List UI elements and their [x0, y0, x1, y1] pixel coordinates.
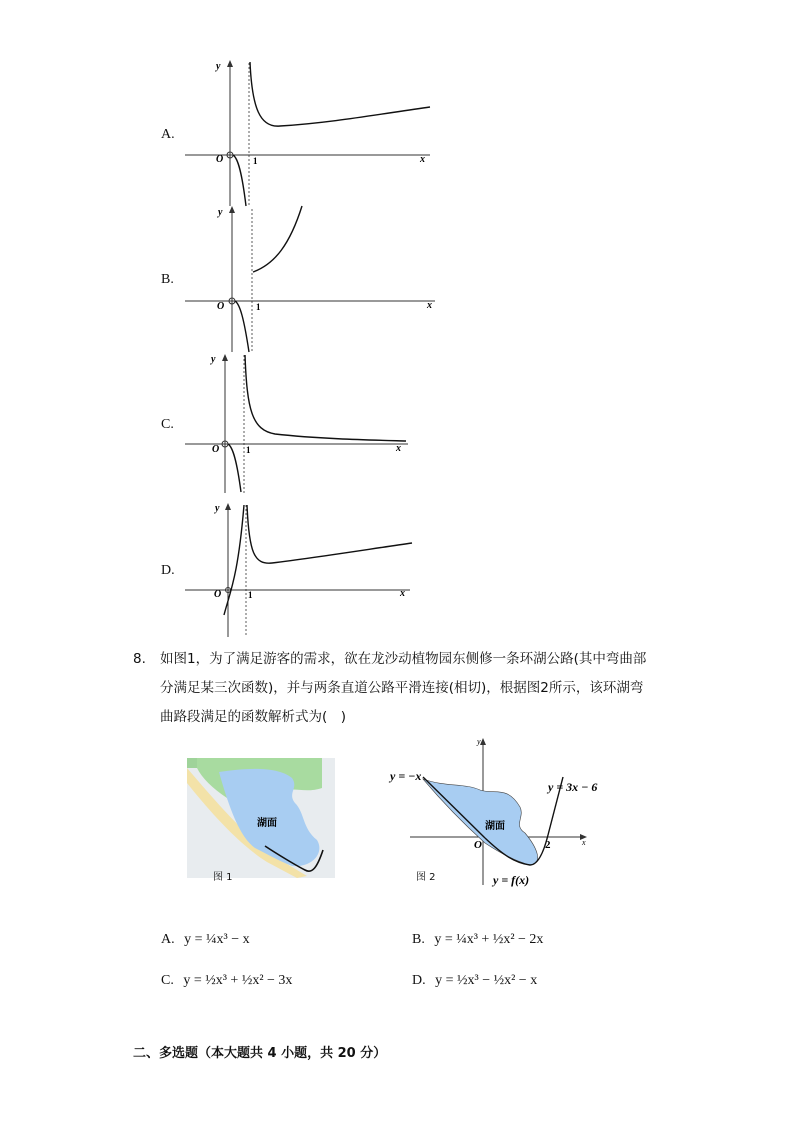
line-left-label: y = −x [390, 769, 422, 783]
tick-one-label: 1 [248, 590, 253, 600]
option-d-graph [180, 497, 440, 639]
option-a-letter: A. [161, 127, 175, 142]
tick-one-label: 1 [256, 302, 261, 312]
curve-left [224, 505, 244, 615]
x-axis-label: x [582, 838, 586, 847]
option-b-graph [180, 204, 440, 354]
question-8-line-3: 曲路段满足的函数解析式为( ) [160, 709, 347, 725]
y-axis-label: y [211, 354, 216, 365]
curve-label: y = f(x) [493, 873, 530, 887]
lake-area [423, 779, 538, 865]
curve-left [235, 301, 249, 352]
line-right-label: y = 3x − 6 [548, 780, 598, 794]
answer-a-text: y = ¼x³ − x [184, 932, 250, 947]
tick-one-label: 1 [253, 156, 258, 166]
y-axis-label: y [477, 737, 481, 746]
answer-d-letter: D. [412, 973, 426, 988]
section-2-heading: 二、多选题（本大题共 4 小题，共 20 分） [133, 1046, 387, 1061]
y-axis-arrow [227, 60, 233, 67]
answer-d[interactable] [412, 973, 537, 989]
question-8-text [160, 645, 680, 732]
origin-label: O [216, 154, 224, 165]
curve-left [228, 444, 241, 492]
answer-c-text: y = ½x³ + ½x² − 3x [183, 973, 293, 988]
tick-one-label: 1 [246, 445, 251, 455]
origin-label: O [217, 301, 225, 312]
curve-right [253, 206, 302, 272]
curve-right [245, 355, 406, 441]
option-c-graph [180, 350, 440, 495]
y-axis-label: y [218, 207, 223, 218]
curve-left [233, 155, 246, 206]
answer-c[interactable] [161, 973, 292, 989]
curve-right [247, 505, 412, 563]
origin-label: O [214, 589, 222, 600]
option-c-letter: C. [161, 417, 174, 432]
lake-label: 湖面 [485, 821, 505, 832]
answer-b[interactable] [412, 932, 543, 948]
origin-label: O [212, 444, 220, 455]
question-8-number: 8. [133, 651, 146, 667]
x-axis-label: x [396, 443, 401, 454]
x-axis-label: x [400, 588, 405, 599]
figure-2-caption: 图 2 [416, 872, 436, 883]
answer-b-letter: B. [412, 932, 425, 947]
answer-b-text: y = ¼x³ + ½x² − 2x [434, 932, 544, 947]
y-axis-arrow [480, 738, 486, 745]
option-d-letter: D. [161, 563, 175, 578]
answer-a[interactable] [161, 932, 250, 948]
y-axis-label: y [215, 503, 220, 514]
question-8-line-2: 分满足某三次函数)，并与两条直道公路平滑连接(相切)，根据图2所示，该环湖弯 [160, 680, 644, 696]
y-axis-label: y [216, 61, 221, 72]
tick-two-label: 2 [545, 839, 551, 851]
figure-1-map [187, 758, 335, 878]
figure-2-diagram [385, 735, 615, 890]
x-axis-label: x [427, 300, 432, 311]
y-axis-arrow [222, 354, 228, 361]
question-8-line-1: 如图1，为了满足游客的需求，欲在龙沙动植物园东侧修一条环湖公路(其中弯曲部 [160, 651, 647, 667]
option-b-letter: B. [161, 272, 174, 287]
curve-right [250, 62, 430, 126]
option-a-graph [180, 58, 440, 208]
x-axis-label: x [420, 154, 425, 165]
lake-label: 湖面 [257, 818, 277, 829]
y-axis-arrow [229, 206, 235, 213]
figure-1-caption: 图 1 [213, 872, 233, 883]
y-axis-arrow [225, 503, 231, 510]
answer-c-letter: C. [161, 973, 174, 988]
answer-a-letter: A. [161, 932, 175, 947]
answer-d-text: y = ½x³ − ½x² − x [435, 973, 538, 988]
origin-label: O [474, 839, 482, 851]
